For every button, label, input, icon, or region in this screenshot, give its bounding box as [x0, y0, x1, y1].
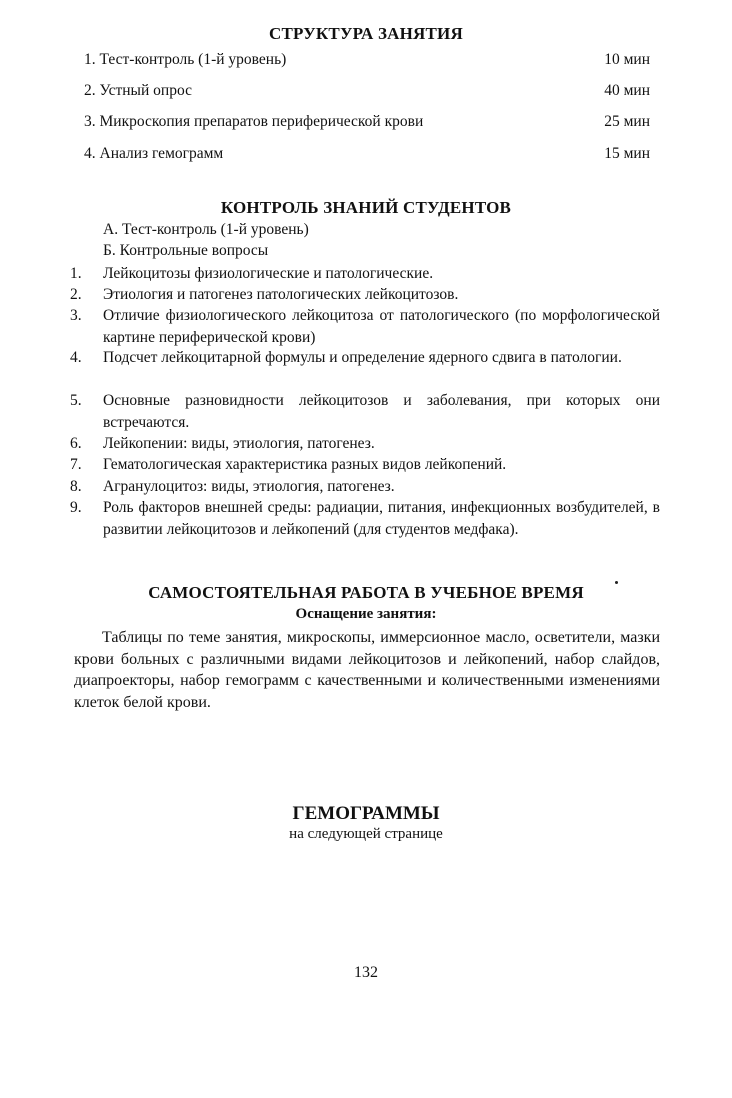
control-line-a: А. Тест-контроль (1-й уровень) [103, 221, 309, 238]
question-item [70, 390, 660, 433]
question-number: 6. [70, 435, 82, 452]
question-text: Подсчет лейкоцитарной формулы и определение ядерного сдвига в патологии. [103, 349, 622, 366]
selfwork-subtitle: Оснащение занятия: [295, 606, 437, 622]
question-item [70, 454, 660, 476]
schedule-row-time: 15 мин [604, 145, 650, 162]
schedule-row [84, 113, 650, 135]
control-line-b: Б. Контрольные вопросы [103, 242, 269, 259]
question-number: 2. [70, 286, 82, 303]
schedule-row-time: 25 мин [604, 113, 650, 130]
question-item [70, 263, 660, 285]
question-item [70, 476, 660, 498]
print-speck [615, 581, 618, 584]
hemograms-subtitle: на следующей странице [289, 826, 443, 842]
question-number: 8. [70, 478, 82, 495]
question-number: 4. [70, 349, 82, 366]
question-item [70, 284, 660, 306]
schedule-row [84, 51, 650, 73]
structure-title: СТРУКТУРА ЗАНЯТИЯ [269, 24, 463, 43]
question-item [70, 305, 660, 348]
question-text: Роль факторов внешней среды: радиации, питания, инфекционных возбудителей, в развитии лейкоцитозов и лейкопений (для студентов медфака). [103, 499, 660, 538]
question-text: Агранулоцитоз: виды, этиология, патогенез. [103, 478, 395, 495]
schedule-row [84, 145, 650, 167]
schedule-row-label: 2. Устный опрос [84, 82, 192, 99]
control-title: КОНТРОЛЬ ЗНАНИЙ СТУДЕНТОВ [220, 198, 512, 217]
question-item [70, 433, 660, 455]
hemograms-title: ГЕМОГРАММЫ [292, 803, 440, 824]
selfwork-paragraph: Таблицы по теме занятия, микроскопы, иммерсионное масло, осветители, мазки крови больных с различными видами лейкоцитозов и лейкопений, набор слайдов, диапроекторы, набор гемограмм с качественными и количественными изменениями клеток белой крови. [74, 629, 660, 711]
schedule-row-time: 10 мин [604, 51, 650, 68]
question-number: 5. [70, 392, 82, 409]
schedule-row-label: 3. Микроскопия препаратов периферической крови [84, 113, 424, 130]
question-text: Лейкопении: виды, этиология, патогенез. [103, 435, 375, 452]
question-text: Этиология и патогенез патологических лейкоцитозов. [103, 286, 459, 303]
schedule-row-label: 4. Анализ гемограмм [84, 145, 224, 162]
question-number: 1. [70, 265, 82, 282]
schedule-row-time: 40 мин [604, 82, 650, 99]
selfwork-title: САМОСТОЯТЕЛЬНАЯ РАБОТА В УЧЕБНОЕ ВРЕМЯ [148, 583, 584, 602]
question-number: 7. [70, 456, 82, 473]
question-text: Основные разновидности лейкоцитозов и заболевания, при которых они встречаются. [103, 392, 660, 431]
schedule-row-label: 1. Тест-контроль (1-й уровень) [84, 51, 287, 68]
question-number: 3. [70, 307, 82, 324]
schedule-row [84, 82, 650, 104]
question-text: Отличие физиологического лейкоцитоза от патологического (по морфологической картине периферической крови) [103, 307, 660, 346]
question-item [70, 497, 660, 540]
question-number: 9. [70, 499, 82, 516]
page-number: 132 [354, 964, 378, 981]
question-text: Гематологическая характеристика разных видов лейкопений. [103, 456, 507, 473]
question-item [70, 347, 660, 369]
question-text: Лейкоцитозы физиологические и патологические. [103, 265, 434, 282]
